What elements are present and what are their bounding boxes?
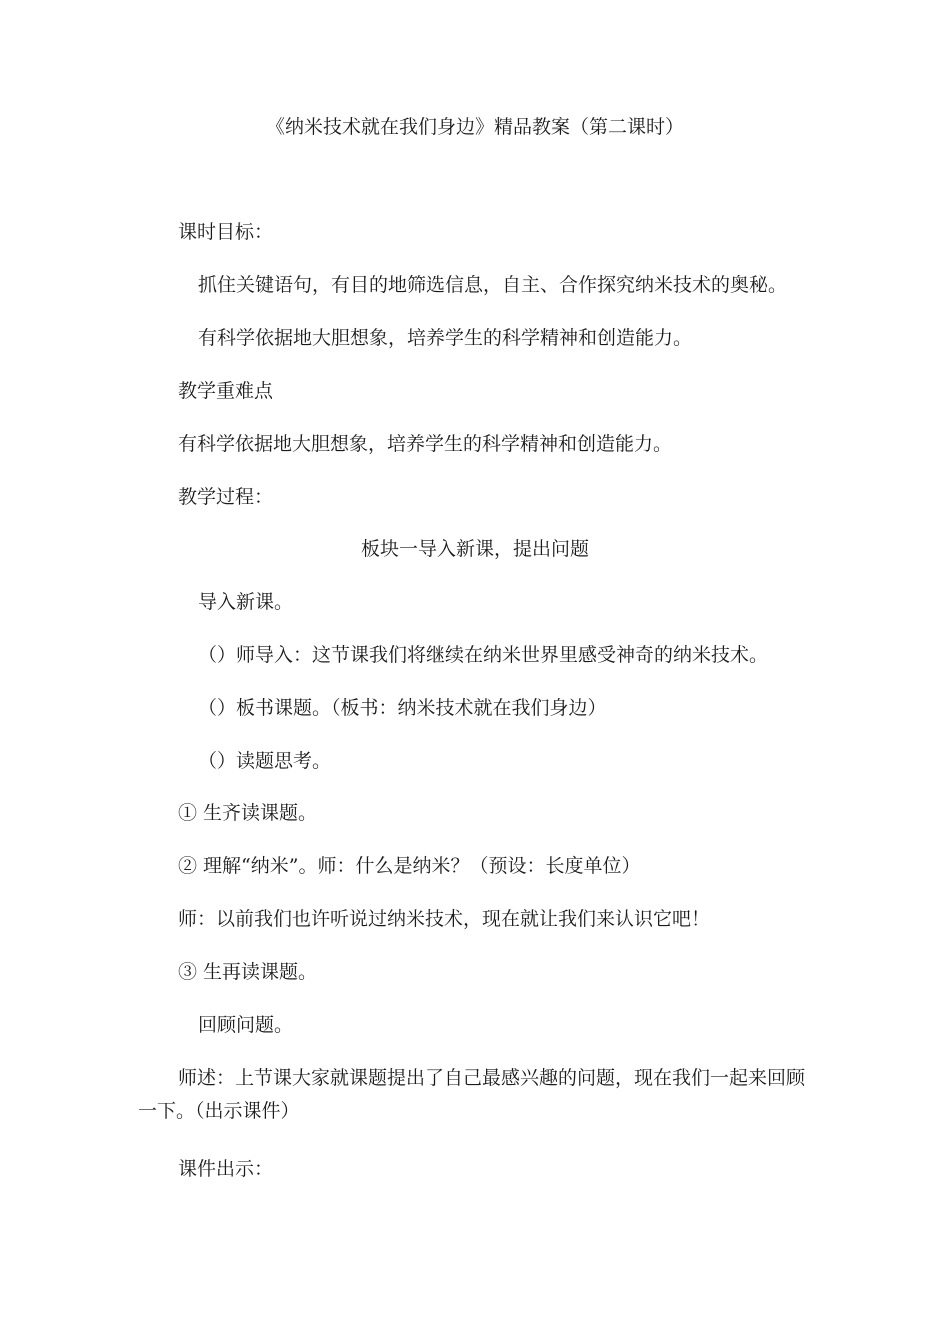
sub-item: ② 理解“纳米”。师：什么是纳米？（预设：长度单位） — [178, 855, 641, 877]
goal-item-2: 有科学依据地大胆想象，培养学生的科学精神和创造能力。 — [198, 327, 693, 349]
list-item: （）板书课题。（板书：纳米技术就在我们身边） — [198, 697, 607, 719]
key-points-heading: 教学重难点 — [178, 380, 274, 402]
section-title: 板块一导入新课，提出问题 — [360, 538, 589, 560]
teacher-review-paragraph: 师述：上节课大家就课题提出了自己最感兴趣的问题，现在我们一起来回顾一下。（出示课件） — [138, 1067, 806, 1122]
teacher-line: 师：以前我们也许听说过纳米技术，现在就让我们来认识它吧！ — [178, 908, 711, 930]
process-heading: 教学过程： — [178, 486, 274, 508]
list-item: （）读题思考。 — [198, 750, 332, 772]
goals-heading: 课时目标： — [178, 221, 274, 243]
document-title: 《纳米技术就在我们身边》精品教案（第二课时） — [265, 116, 684, 138]
list-item: （）师导入：这节课我们将继续在纳米世界里感受神奇的纳米技术。 — [198, 644, 769, 666]
sub-item: ③ 生再读课题。 — [178, 961, 318, 983]
courseware-heading: 课件出示： — [178, 1158, 274, 1180]
goal-item-1: 抓住关键语句，有目的地筛选信息，自主、合作探究纳米技术的奥秘。 — [198, 274, 788, 296]
step-intro: 导入新课。 — [198, 591, 294, 613]
sub-item: ① 生齐读课题。 — [178, 802, 318, 824]
key-points-text: 有科学依据地大胆想象，培养学生的科学精神和创造能力。 — [178, 433, 673, 455]
step-review: 回顾问题。 — [198, 1014, 294, 1036]
